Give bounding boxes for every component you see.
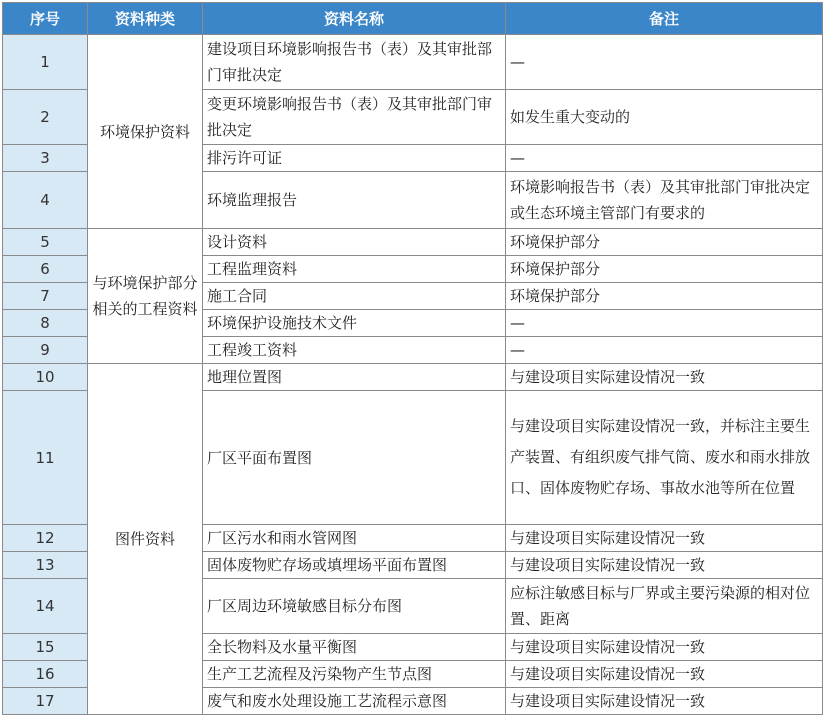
row-num: 1: [3, 35, 88, 90]
row-name: 生产工艺流程及污染物产生节点图: [203, 661, 506, 688]
row-note: 与建设项目实际建设情况一致: [506, 688, 823, 715]
row-note: 与建设项目实际建设情况一致: [506, 525, 823, 552]
row-name: 废气和废水处理设施工艺流程示意图: [203, 688, 506, 715]
row-name: 排污许可证: [203, 145, 506, 172]
row-note: 环境影响报告书（表）及其审批部门审批决定或生态环境主管部门有要求的: [506, 172, 823, 229]
row-note: —: [506, 310, 823, 337]
table-row: [3, 364, 823, 391]
row-name: 建设项目环境影响报告书（表）及其审批部门审批决定: [203, 35, 506, 90]
row-num: 13: [3, 552, 88, 579]
row-name: 环境监理报告: [203, 172, 506, 229]
row-name: 环境保护设施技术文件: [203, 310, 506, 337]
row-num: 9: [3, 337, 88, 364]
row-num: 5: [3, 229, 88, 256]
header-num: 序号: [3, 3, 88, 35]
row-num: 7: [3, 283, 88, 310]
row-note: 与建设项目实际建设情况一致，并标注主要生产装置、有组织废气排气筒、废水和雨水排放口、固体废物贮存场、事故水池等所在位置: [506, 391, 823, 525]
category-env: 环境保护资料: [88, 35, 203, 229]
row-note: 如发生重大变动的: [506, 90, 823, 145]
header-category: 资料种类: [88, 3, 203, 35]
row-note: 应标注敏感目标与厂界或主要污染源的相对位置、距离: [506, 579, 823, 634]
row-num: 15: [3, 634, 88, 661]
table-row: [3, 35, 823, 90]
row-name: 厂区污水和雨水管网图: [203, 525, 506, 552]
row-note: 环境保护部分: [506, 229, 823, 256]
row-name: 设计资料: [203, 229, 506, 256]
row-num: 6: [3, 256, 88, 283]
row-note: —: [506, 145, 823, 172]
row-note: 环境保护部分: [506, 256, 823, 283]
header-note: 备注: [506, 3, 823, 35]
row-num: 17: [3, 688, 88, 715]
row-num: 12: [3, 525, 88, 552]
header-row: [3, 3, 823, 35]
row-name: 固体废物贮存场或填埋场平面布置图: [203, 552, 506, 579]
header-name: 资料名称: [203, 3, 506, 35]
row-num: 3: [3, 145, 88, 172]
row-note: —: [506, 337, 823, 364]
row-name: 全长物料及水量平衡图: [203, 634, 506, 661]
category-related: 与环境保护部分相关的工程资料: [88, 229, 203, 364]
row-num: 2: [3, 90, 88, 145]
table-row: [3, 229, 823, 256]
row-note: 与建设项目实际建设情况一致: [506, 552, 823, 579]
row-name: 地理位置图: [203, 364, 506, 391]
row-num: 10: [3, 364, 88, 391]
row-note: 与建设项目实际建设情况一致: [506, 661, 823, 688]
row-num: 16: [3, 661, 88, 688]
row-name: 变更环境影响报告书（表）及其审批部门审批决定: [203, 90, 506, 145]
row-num: 4: [3, 172, 88, 229]
row-num: 14: [3, 579, 88, 634]
row-name: 工程监理资料: [203, 256, 506, 283]
row-num: 8: [3, 310, 88, 337]
row-name: 工程竣工资料: [203, 337, 506, 364]
row-name: 厂区周边环境敏感目标分布图: [203, 579, 506, 634]
row-name: 施工合同: [203, 283, 506, 310]
row-note: 与建设项目实际建设情况一致: [506, 634, 823, 661]
row-note: 环境保护部分: [506, 283, 823, 310]
row-name: 厂区平面布置图: [203, 391, 506, 525]
documents-table: [2, 2, 823, 715]
category-figures: 图件资料: [88, 364, 203, 715]
row-note: 与建设项目实际建设情况一致: [506, 364, 823, 391]
row-num: 11: [3, 391, 88, 525]
row-note: —: [506, 35, 823, 90]
